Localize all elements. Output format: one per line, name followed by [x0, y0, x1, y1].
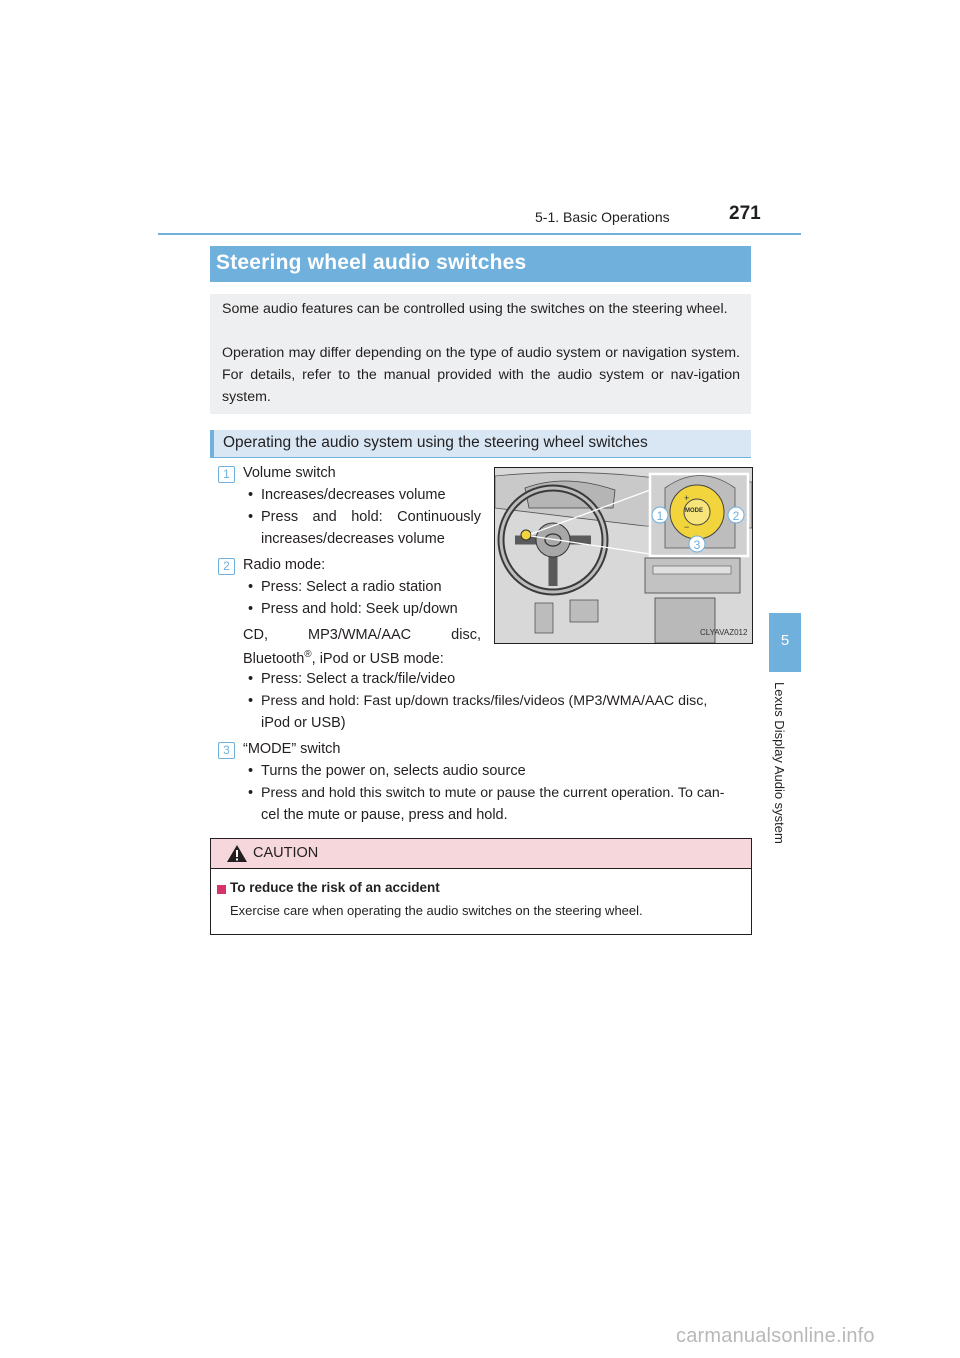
bullet-marker: •	[248, 671, 254, 687]
svg-text:+: +	[684, 493, 690, 503]
intro-text-1: Some audio features can be controlled using the switches on the steering wheel.	[222, 301, 728, 317]
item-title-mode: “MODE” switch	[243, 741, 341, 757]
callout-1: 1	[656, 509, 664, 523]
caution-box	[210, 838, 752, 935]
chapter-label	[772, 682, 796, 872]
bullet-text-continued: cel the mute or pause, press and hold.	[261, 807, 508, 823]
page-number: 271	[729, 203, 761, 224]
item-title-radio: Radio mode:	[243, 557, 326, 573]
bullet-text: Press: Select a track/file/video	[261, 671, 456, 687]
subheading-accent	[210, 430, 214, 458]
bullet-text: Press and hold this switch to mute or pause the current operation. To can-	[261, 785, 725, 801]
bluetooth-text: Bluetooth	[243, 650, 305, 667]
bullet-text: Press and hold: Continuously	[261, 509, 481, 525]
item-title-volume: Volume switch	[243, 465, 336, 481]
mode-switch-label: MODE	[685, 508, 703, 514]
warning-icon	[226, 844, 248, 863]
bullet-text: Press and hold: Fast up/down tracks/files/videos (MP3/WMA/AAC disc,	[261, 693, 708, 709]
chapter-title: Lexus Display Audio system	[772, 682, 787, 844]
section-title: 5-1. Basic Operations	[535, 209, 670, 225]
square-bullet-icon	[217, 885, 226, 894]
intro-text-2: Operation may differ depending on the type of audio system or navigation system. For details, refer to the manual provided with the audio system or nav-igation system.	[222, 345, 740, 405]
figure-code: CLYAVAZ012	[700, 628, 748, 637]
bullet-marker: •	[248, 487, 254, 503]
caution-label: CAUTION	[253, 845, 319, 861]
item-number-2: 2	[218, 558, 235, 575]
mode-line-cd: CD, MP3/WMA/AAC disc,	[243, 627, 481, 643]
callout-2: 2	[732, 509, 740, 523]
svg-text:−: −	[684, 522, 690, 532]
bullet-text: Increases/decreases volume	[261, 487, 446, 503]
intro-box	[210, 294, 751, 414]
caution-header	[211, 839, 751, 869]
bullet-marker: •	[248, 693, 254, 709]
caution-heading: To reduce the risk of an accident	[230, 880, 440, 895]
bullet-marker: •	[248, 509, 254, 525]
subheading-underline	[210, 457, 751, 458]
bullet-text-continued: iPod or USB)	[261, 715, 346, 731]
bullet-marker: •	[248, 763, 254, 779]
header-rule	[158, 233, 801, 235]
bullet-text: Press: Select a radio station	[261, 579, 442, 595]
caution-body: Exercise care when operating the audio switches on the steering wheel.	[230, 903, 643, 918]
bullet-text-continued: increases/decreases volume	[261, 531, 445, 547]
item-number-3: 3	[218, 742, 235, 759]
bullet-text: Turns the power on, selects audio source	[261, 763, 526, 779]
steering-wheel-illustration	[494, 467, 753, 644]
bullet-marker: •	[248, 579, 254, 595]
registered-mark: ®	[304, 649, 312, 660]
bullet-text: Press and hold: Seek up/down	[261, 601, 458, 617]
subheading: Operating the audio system using the steering wheel switches	[223, 434, 648, 451]
bullet-marker: •	[248, 601, 254, 617]
subheading-bar	[210, 430, 751, 458]
item-number-1: 1	[218, 466, 235, 483]
illustration-svg	[495, 468, 752, 643]
chapter-tab: 5	[769, 613, 801, 672]
bullet-marker: •	[248, 785, 254, 801]
watermark: carmanualsonline.info	[676, 1325, 875, 1347]
ipod-usb-text: , iPod or USB mode:	[311, 650, 444, 667]
page-title: Steering wheel audio switches	[216, 251, 527, 274]
page-title-bar	[210, 246, 751, 282]
mode-line-bluetooth	[243, 649, 444, 667]
callout-3: 3	[693, 538, 701, 552]
